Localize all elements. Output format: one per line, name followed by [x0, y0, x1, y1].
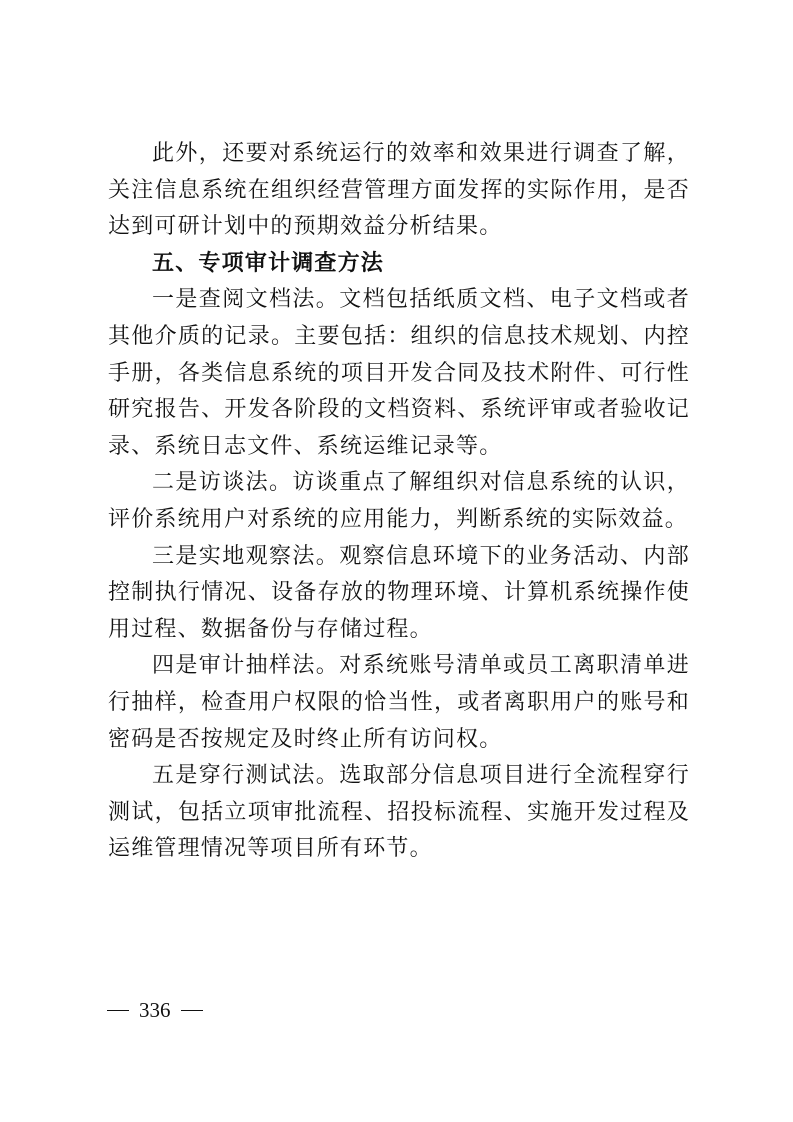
paragraph-interview: 二是访谈法。访谈重点了解组织对信息系统的认识，评价系统用户对系统的应用能力，判断系统的实际效益。 [108, 470, 690, 532]
body-text [108, 136, 690, 868]
page-number: 336 [139, 998, 171, 1022]
page-footer [107, 998, 203, 1023]
paragraph-document-review: 一是查阅文档法。文档包括纸质文档、电子文档或者其他介质的记录。主要包括：组织的信息技术规划、内控手册，各类信息系统的项目开发合同及技术附件、可行性研究报告、开发各阶段的文档资料、系统评审或者验收记录、系统日志文件、系统运维记录等。 [108, 287, 690, 459]
paragraph-audit-sampling: 四是审计抽样法。对系统账号清单或员工离职清单进行抽样，检查用户权限的恰当性，或者离职用户的账号和密码是否按规定及时终止所有访问权。 [108, 653, 690, 752]
footer-dash-left [107, 1010, 129, 1011]
footer-dash-right [181, 1010, 203, 1011]
paragraph-field-observation: 三是实地观察法。观察信息环境下的业务活动、内部控制执行情况、设备存放的物理环境、计算机系统操作使用过程、数据备份与存储过程。 [108, 543, 690, 642]
paragraph-efficiency: 此外，还要对系统运行的效率和效果进行调查了解，关注信息系统在组织经营管理方面发挥的实际作用，是否达到可研计划中的预期效益分析结果。 [108, 141, 690, 240]
section-heading: 五、专项审计调查方法 [152, 250, 385, 276]
paragraph-walkthrough-test: 五是穿行测试法。选取部分信息项目进行全流程穿行测试，包括立项审批流程、招投标流程、实施开发过程及运维管理情况等项目所有环节。 [108, 763, 690, 862]
